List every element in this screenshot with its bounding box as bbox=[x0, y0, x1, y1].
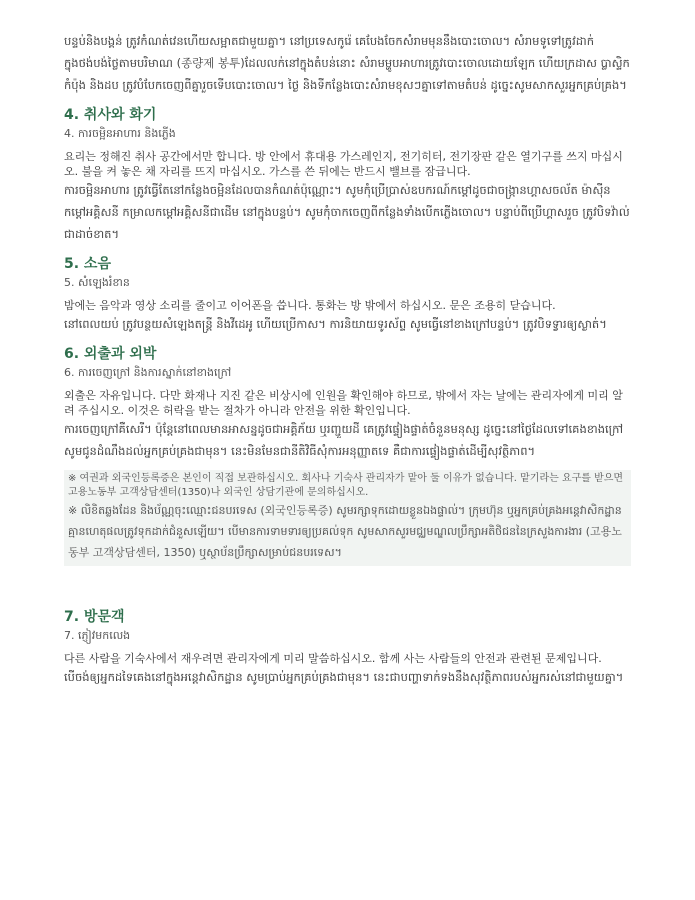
section-going-out bbox=[64, 345, 631, 566]
section-cooking bbox=[64, 106, 631, 245]
passport-note-box bbox=[64, 470, 631, 566]
section-subtitle: 4. ការចម្អិនអាហារ និងភ្លើង bbox=[64, 127, 176, 140]
section-body-korean: 밤에는 음악과 영상 소리를 줄이고 이어폰을 씁니다. 통화는 방 밖에서 하십시오. 문은 조용히 닫습니다. bbox=[64, 299, 556, 312]
section-subtitle: 6. ការចេញក្រៅ និងការស្នាក់នៅខាងក្រៅ bbox=[64, 366, 232, 379]
section-subtitle: 7. ភ្ញៀវមកលេង bbox=[64, 629, 131, 642]
section-body-korean: 외출은 자유입니다. 다만 화재나 지진 같은 비상시에 인원을 확인해야 하므로, 밖에서 자는 날에는 관리자에게 미리 알려 주십시오. 이것은 허락을 받는 절차가 아니라 안전을 위한 확인입니다. bbox=[64, 389, 623, 417]
intro-paragraph-khmer: បន្ទប់និងបង្គន់ ត្រូវកំណត់វេនហើយសម្អាតជាមួយគ្នា។ នៅប្រទេសកូរ៉េ គេបែងចែកសំរាមមុននឹងបោះចោល។ សំរាមទូទៅត្រូវដាក់ក្នុងថង់បង់ថ្លៃតាមបរិមាណ (종량제 봉투)ដែលលក់នៅក្នុងតំបន់នោះ សំរាមម្ហូបអាហារត្រូវបោះចោលដោយឡែក ហើយក្រដាស ប្លាស្ទិក កំប៉ុង និងដប ត្រូវបំបែកចេញពីគ្នារួចទើបបោះចោល។ ថ្ងៃ និងទីកន្លែងបោះសំរាមខុសៗគ្នាទៅតាមតំបន់ ដូច្នេះសូមសាកសួរអ្នកគ្រប់គ្រង។ bbox=[64, 34, 630, 92]
note-korean: ※ 여권과 외국인등록증은 본인이 직접 보관하십시오. 회사나 기숙사 관리자가 맡아 둘 이유가 없습니다. 맡기라는 요구를 받으면 고용노동부 고객상담센터(1350)나 외국인 상담기관에 문의하십시오. bbox=[68, 473, 624, 498]
section-body-khmer: ការចេញក្រៅគឺសេរី។ ប៉ុន្តែនៅពេលមានអាសន្នដូចជាអគ្គិភ័យ ឬរញ្ជួយដី គេត្រូវផ្ទៀងផ្ទាត់ចំនួនមនុស្ស ដូច្នេះនៅថ្ងៃដែលទៅគេងខាងក្រៅ សូមជូនដំណឹងដល់អ្នកគ្រប់គ្រងជាមុន។ នេះមិនមែនជានីតិវិធីសុំការអនុញ្ញាតទេ គឺជាការផ្ទៀងផ្ទាត់ដើម្បីសុវត្ថិភាព។ bbox=[64, 422, 624, 458]
section-title: 5. 소음 bbox=[64, 256, 111, 272]
section-body-khmer: នៅពេលយប់ ត្រូវបន្ថយសំឡេងតន្ត្រី និងវីដេអូ ហើយប្រើកាស។ ការនិយាយទូរស័ព្ទ សូមធ្វើនៅខាងក្រៅបន្ទប់។ ត្រូវបិទទ្វារឲ្យស្ងាត់។ bbox=[64, 317, 607, 331]
section-title: 7. 방문객 bbox=[64, 609, 125, 625]
section-body-korean: 요리는 정해진 취사 공간에서만 합니다. 방 안에서 휴대용 가스레인지, 전기히터, 전기장판 같은 열기구를 쓰지 마십시오. 불을 켜 놓은 채 자리를 뜨지 마십시오. 가스를 쓴 뒤에는 반드시 밸브를 잠급니다. bbox=[64, 150, 623, 178]
section-body-khmer: បើចង់ឲ្យអ្នកដទៃគេងនៅក្នុងអន្តេវាសិកដ្ឋាន សូមប្រាប់អ្នកគ្រប់គ្រងជាមុន។ នេះជាបញ្ហាទាក់ទងនឹងសុវត្ថិភាពរបស់អ្នករស់នៅជាមួយគ្នា។ bbox=[64, 670, 624, 684]
section-title: 4. 취사와 화기 bbox=[64, 107, 157, 123]
section-visitors bbox=[64, 608, 631, 688]
section-body-khmer: ការចម្អិនអាហារ ត្រូវធ្វើតែនៅកន្លែងចម្អិនដែលបានកំណត់ប៉ុណ្ណោះ។ សូមកុំប្រើប្រាស់ឧបករណ៍កម្តៅដូចជាចង្ក្រានហ្គាសចល័ត ម៉ាស៊ីនកម្តៅអគ្គិសនី កម្រាលកម្តៅអគ្គិសនីជាដើម នៅក្នុងបន្ទប់។ សូមកុំចាកចេញពីកន្លែងទាំងបើកភ្លើងចោល។ បន្ទាប់ពីប្រើហ្គាសរួច ត្រូវបិទវ៉ាល់ជាដាច់ខាត។ bbox=[64, 183, 630, 241]
section-subtitle: 5. សំឡេងរំខាន bbox=[64, 276, 130, 289]
section-noise bbox=[64, 255, 631, 335]
section-body-korean: 다른 사람을 기숙사에서 재우려면 관리자에게 미리 말씀하십시오. 함께 사는 사람들의 안전과 관련된 문제입니다. bbox=[64, 652, 602, 665]
section-title: 6. 외출과 외박 bbox=[64, 346, 157, 362]
note-khmer: ※ លិខិតឆ្លងដែន និងប័ណ្ណចុះឈ្មោះជនបរទេស (외국인등록증) សូមរក្សាទុកដោយខ្លួនឯងផ្ទាល់។ ក្រុមហ៊ុន ឬអ្នកគ្រប់គ្រងអន្តេវាសិកដ្ឋាន គ្មានហេតុផលត្រូវទុកដាក់ជំនួសឡើយ។ បើមានការទាមទារឲ្យប្រគល់ទុក សូមសាកសួរមជ្ឈមណ្ឌលប្រឹក្សាអតិថិជននៃក្រសួងការងារ (고용노동부 고객상담센터, 1350) ឬស្ថាប័នប្រឹក្សាសម្រាប់ជនបរទេស។ bbox=[68, 504, 622, 559]
